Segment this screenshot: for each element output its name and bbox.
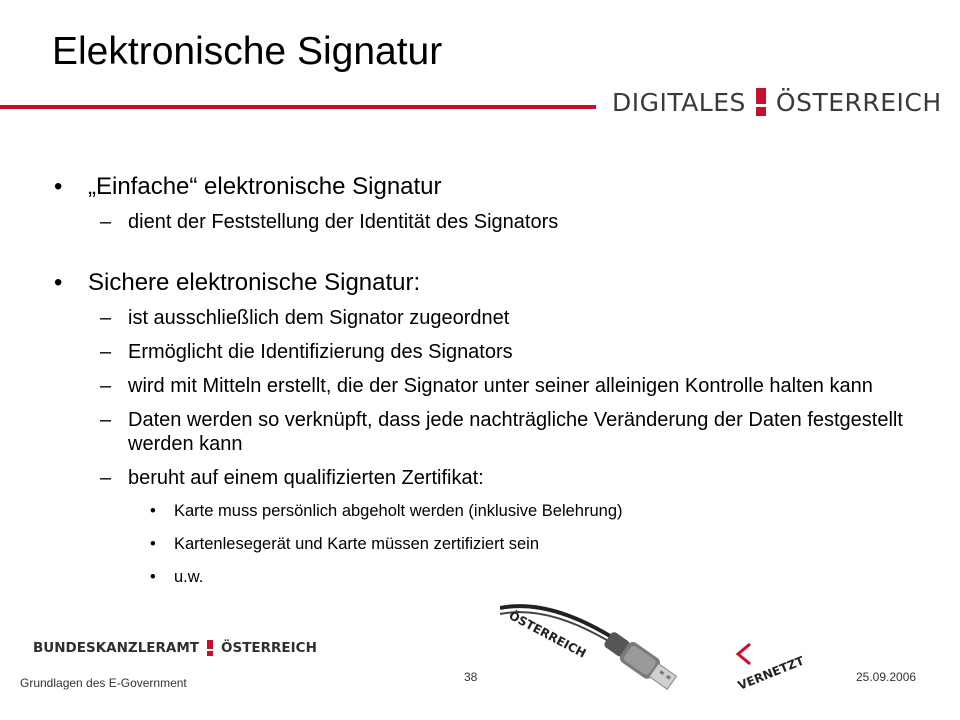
dash-marker: – xyxy=(100,341,112,363)
subbullet-text: wird mit Mitteln erstellt, die der Signator unter seiner alleinigen Kontrolle halten kann xyxy=(128,375,873,397)
page-number: 38 xyxy=(464,670,478,684)
bullet-marker: • xyxy=(150,535,156,553)
digitales-oesterreich-logo xyxy=(612,82,942,122)
usb-cable-illustration xyxy=(500,590,830,700)
dash-marker: – xyxy=(100,375,112,397)
art-label-top: ÖSTERREICH xyxy=(506,608,589,661)
footer-logo-text-right: ÖSTERREICH xyxy=(221,640,317,656)
dash-marker: – xyxy=(100,307,112,329)
brand-mark-icon xyxy=(754,88,768,116)
subbullet-text: beruht auf einem qualifizierten Zertifikat: xyxy=(128,467,484,489)
subsubbullet-text: Karte muss persönlich abgeholt werden (inklusive Belehrung) xyxy=(174,502,623,520)
subsubbullet-item xyxy=(54,566,914,588)
footer-logo-text-left: BUNDESKANZLERAMT xyxy=(33,640,200,656)
subsubbullet-text: Kartenlesegerät und Karte müssen zertifiziert sein xyxy=(174,535,540,553)
subbullet-text: Ermöglicht die Identifizierung des Signators xyxy=(128,341,513,363)
art-label-bottom: VERNETZT xyxy=(735,653,807,693)
bullet-marker: • xyxy=(150,568,156,586)
title-underline xyxy=(0,105,596,109)
subbullet-text: dient der Feststellung der Identität des Signators xyxy=(128,211,559,233)
subbullet-item xyxy=(54,408,914,456)
slide-content xyxy=(54,172,914,599)
subbullet-item xyxy=(54,374,914,398)
bullet-einfache-signatur xyxy=(54,172,914,202)
footer-logo-mark-icon xyxy=(205,640,215,656)
bullet-marker: • xyxy=(54,173,63,200)
subbullet-item xyxy=(54,210,914,234)
dash-marker: – xyxy=(100,409,112,431)
subbullet-item xyxy=(54,466,914,490)
dash-marker: – xyxy=(100,467,112,489)
bullet-marker: • xyxy=(150,502,156,520)
brand-text-right: ÖSTERREICH xyxy=(775,87,942,117)
subsubbullet-text: u.w. xyxy=(174,568,204,586)
brand-text-left: DIGITALES xyxy=(612,87,746,117)
bundeskanzleramt-logo xyxy=(33,640,317,656)
bullet-text: Sichere elektronische Signatur: xyxy=(88,269,421,296)
footer-text: Grundlagen des E-Government xyxy=(20,676,187,690)
subbullet-item xyxy=(54,306,914,330)
subbullet-text: ist ausschließlich dem Signator zugeordnet xyxy=(128,307,510,329)
slide-title: Elektronische Signatur xyxy=(52,30,443,73)
bullet-marker: • xyxy=(54,269,63,296)
subsubbullet-item xyxy=(54,500,914,522)
bullet-text: „Einfache“ elektronische Signatur xyxy=(88,173,442,200)
dash-marker: – xyxy=(100,211,112,233)
footer-date: 25.09.2006 xyxy=(856,670,917,684)
bullet-sichere-signatur xyxy=(54,268,914,298)
subbullet-text: Daten werden so verknüpft, dass jede nachträgliche Veränderung der Daten festgestellt werden kann xyxy=(128,409,903,455)
subbullet-item xyxy=(54,340,914,364)
subsubbullet-item xyxy=(54,533,914,555)
